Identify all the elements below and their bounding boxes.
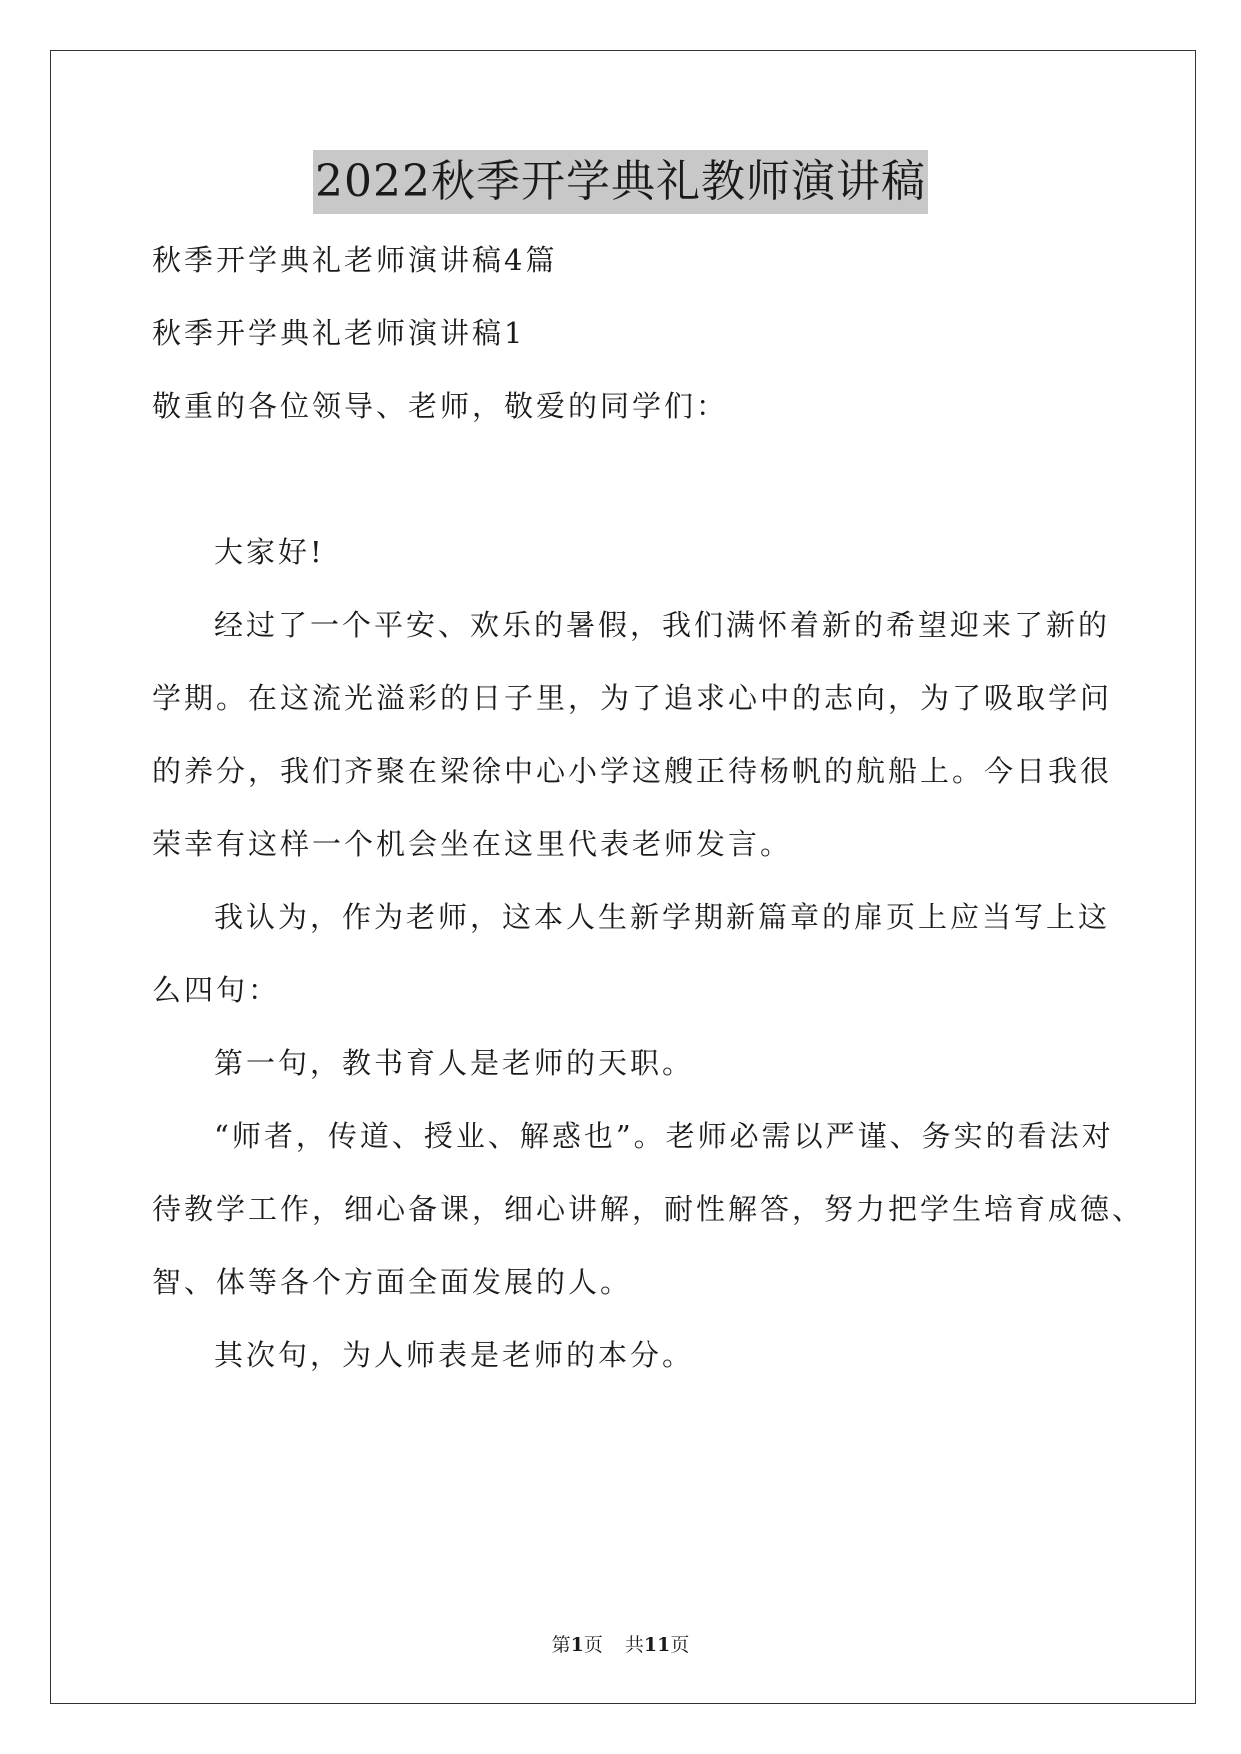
paragraph-line: 秋季开学典礼老师演讲稿1	[152, 316, 526, 350]
paragraph-line: 我认为，作为老师，这本人生新学期新篇章的扉页上应当写上这	[214, 900, 1111, 934]
page-mid: 页	[583, 1634, 603, 1656]
document-title	[0, 150, 1241, 214]
document-title-text: 2022秋季开学典礼教师演讲稿	[313, 150, 928, 214]
paragraph-line: “师者，传道、授业、解惑也”。老师必需以严谨、务实的看法对	[214, 1119, 1114, 1153]
total-prefix: 共	[624, 1634, 644, 1656]
paragraph-line: 秋季开学典礼老师演讲稿4篇	[152, 243, 558, 277]
paragraph-line: 大家好!	[214, 535, 325, 569]
paragraph-line: 经过了一个平安、欢乐的暑假，我们满怀着新的希望迎来了新的	[214, 608, 1111, 642]
page-current: 1	[570, 1634, 584, 1656]
paragraph-line: 么四句：	[152, 973, 281, 1007]
paragraph-line: 待教学工作，细心备课，细心讲解，耐性解答，努力把学生培育成德、	[152, 1192, 1145, 1226]
page-border	[50, 50, 1196, 1704]
page-footer	[0, 1630, 1241, 1657]
paragraph-line: 敬重的各位领导、老师，敬爱的同学们：	[152, 389, 729, 423]
page-prefix: 第	[551, 1634, 571, 1656]
total-suffix: 页	[670, 1634, 690, 1656]
paragraph-line: 荣幸有这样一个机会坐在这里代表老师发言。	[152, 827, 793, 861]
paragraph-line: 学期。在这流光溢彩的日子里，为了追求心中的志向，为了吸取学问	[152, 681, 1113, 715]
paragraph-line: 其次句，为人师表是老师的本分。	[214, 1338, 695, 1372]
page-total: 11	[643, 1634, 671, 1656]
paragraph-line: 的养分，我们齐聚在梁徐中心小学这艘正待杨帆的航船上。今日我很	[152, 754, 1113, 788]
paragraph-line: 智、体等各个方面全面发展的人。	[152, 1265, 633, 1299]
paragraph-line: 第一句，教书育人是老师的天职。	[214, 1046, 695, 1080]
